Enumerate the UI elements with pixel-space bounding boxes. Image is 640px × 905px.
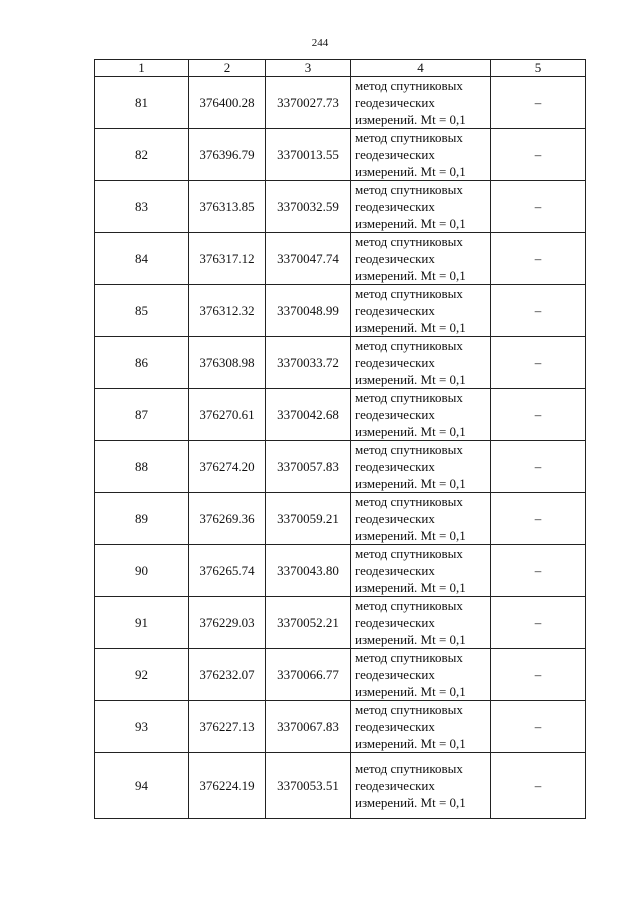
method-cell	[351, 285, 491, 337]
method-line: измерений. Mt = 0,1	[355, 795, 466, 810]
method-line: измерений. Mt = 0,1	[355, 632, 466, 647]
x-coordinate-cell: 376312.32	[189, 285, 266, 337]
column-header: 4	[351, 60, 491, 77]
method-line: измерений. Mt = 0,1	[355, 684, 466, 699]
method-line: геодезических	[355, 511, 435, 526]
point-number-cell: 91	[95, 597, 189, 649]
note-cell: –	[491, 701, 586, 753]
method-line: измерений. Mt = 0,1	[355, 216, 466, 231]
x-coordinate-cell: 376229.03	[189, 597, 266, 649]
x-coordinate-cell: 376224.19	[189, 753, 266, 819]
point-number-cell: 90	[95, 545, 189, 597]
method-line: измерений. Mt = 0,1	[355, 112, 466, 127]
y-coordinate-cell: 3370057.83	[266, 441, 351, 493]
note-cell: –	[491, 441, 586, 493]
x-coordinate-cell: 376400.28	[189, 77, 266, 129]
x-coordinate-cell: 376396.79	[189, 129, 266, 181]
method-cell	[351, 493, 491, 545]
method-line: метод спутниковых	[355, 338, 463, 353]
method-line: метод спутниковых	[355, 702, 463, 717]
method-line: метод спутниковых	[355, 286, 463, 301]
method-line: метод спутниковых	[355, 390, 463, 405]
note-cell: –	[491, 389, 586, 441]
method-line: измерений. Mt = 0,1	[355, 736, 466, 751]
x-coordinate-cell: 376274.20	[189, 441, 266, 493]
column-header: 5	[491, 60, 586, 77]
table-row	[95, 337, 586, 389]
table-row	[95, 233, 586, 285]
method-line: геодезических	[355, 563, 435, 578]
method-line: измерений. Mt = 0,1	[355, 164, 466, 179]
table-row	[95, 753, 586, 819]
point-number-cell: 84	[95, 233, 189, 285]
note-cell: –	[491, 649, 586, 701]
point-number-cell: 87	[95, 389, 189, 441]
method-line: геодезических	[355, 778, 435, 793]
point-number-cell: 81	[95, 77, 189, 129]
method-line: геодезических	[355, 303, 435, 318]
note-cell: –	[491, 181, 586, 233]
method-line: метод спутниковых	[355, 182, 463, 197]
note-cell: –	[491, 337, 586, 389]
y-coordinate-cell: 3370052.21	[266, 597, 351, 649]
column-header: 1	[95, 60, 189, 77]
method-line: измерений. Mt = 0,1	[355, 268, 466, 283]
method-line: геодезических	[355, 147, 435, 162]
method-line: геодезических	[355, 719, 435, 734]
x-coordinate-cell: 376308.98	[189, 337, 266, 389]
method-cell	[351, 701, 491, 753]
column-header: 2	[189, 60, 266, 77]
method-cell	[351, 77, 491, 129]
method-cell	[351, 389, 491, 441]
x-coordinate-cell: 376232.07	[189, 649, 266, 701]
y-coordinate-cell: 3370032.59	[266, 181, 351, 233]
method-line: метод спутниковых	[355, 442, 463, 457]
y-coordinate-cell: 3370048.99	[266, 285, 351, 337]
method-cell	[351, 649, 491, 701]
y-coordinate-cell: 3370013.55	[266, 129, 351, 181]
note-cell: –	[491, 77, 586, 129]
note-cell: –	[491, 597, 586, 649]
table-row	[95, 389, 586, 441]
x-coordinate-cell: 376227.13	[189, 701, 266, 753]
y-coordinate-cell: 3370047.74	[266, 233, 351, 285]
point-number-cell: 94	[95, 753, 189, 819]
method-line: метод спутниковых	[355, 234, 463, 249]
method-cell	[351, 753, 491, 819]
point-number-cell: 89	[95, 493, 189, 545]
method-line: метод спутниковых	[355, 598, 463, 613]
method-line: измерений. Mt = 0,1	[355, 528, 466, 543]
x-coordinate-cell: 376313.85	[189, 181, 266, 233]
table-row	[95, 441, 586, 493]
table-row	[95, 597, 586, 649]
table-row	[95, 181, 586, 233]
coordinates-table	[94, 59, 586, 819]
method-cell	[351, 441, 491, 493]
point-number-cell: 83	[95, 181, 189, 233]
y-coordinate-cell: 3370043.80	[266, 545, 351, 597]
method-line: измерений. Mt = 0,1	[355, 424, 466, 439]
method-line: геодезических	[355, 615, 435, 630]
method-line: метод спутниковых	[355, 130, 463, 145]
point-number-cell: 85	[95, 285, 189, 337]
point-number-cell: 93	[95, 701, 189, 753]
method-line: измерений. Mt = 0,1	[355, 320, 466, 335]
method-cell	[351, 337, 491, 389]
y-coordinate-cell: 3370066.77	[266, 649, 351, 701]
method-line: метод спутниковых	[355, 761, 463, 776]
x-coordinate-cell: 376317.12	[189, 233, 266, 285]
point-number-cell: 92	[95, 649, 189, 701]
method-line: метод спутниковых	[355, 494, 463, 509]
note-cell: –	[491, 753, 586, 819]
method-cell	[351, 181, 491, 233]
x-coordinate-cell: 376269.36	[189, 493, 266, 545]
method-cell	[351, 545, 491, 597]
note-cell: –	[491, 233, 586, 285]
method-line: геодезических	[355, 199, 435, 214]
method-line: геодезических	[355, 407, 435, 422]
y-coordinate-cell: 3370033.72	[266, 337, 351, 389]
x-coordinate-cell: 376265.74	[189, 545, 266, 597]
y-coordinate-cell: 3370042.68	[266, 389, 351, 441]
column-header: 3	[266, 60, 351, 77]
method-line: измерений. Mt = 0,1	[355, 580, 466, 595]
point-number-cell: 82	[95, 129, 189, 181]
method-line: метод спутниковых	[355, 78, 463, 93]
method-line: метод спутниковых	[355, 546, 463, 561]
table-row	[95, 545, 586, 597]
method-line: геодезических	[355, 459, 435, 474]
method-line: измерений. Mt = 0,1	[355, 372, 466, 387]
table-row	[95, 129, 586, 181]
table-row	[95, 493, 586, 545]
method-cell	[351, 129, 491, 181]
point-number-cell: 86	[95, 337, 189, 389]
method-cell	[351, 233, 491, 285]
table-row	[95, 77, 586, 129]
method-line: метод спутниковых	[355, 650, 463, 665]
note-cell: –	[491, 285, 586, 337]
method-line: геодезических	[355, 95, 435, 110]
y-coordinate-cell: 3370059.21	[266, 493, 351, 545]
note-cell: –	[491, 129, 586, 181]
method-line: измерений. Mt = 0,1	[355, 476, 466, 491]
table-row	[95, 649, 586, 701]
method-line: геодезических	[355, 667, 435, 682]
method-line: геодезических	[355, 355, 435, 370]
x-coordinate-cell: 376270.61	[189, 389, 266, 441]
table-row	[95, 285, 586, 337]
page-number: 244	[311, 37, 329, 49]
note-cell: –	[491, 493, 586, 545]
point-number-cell: 88	[95, 441, 189, 493]
table-row	[95, 701, 586, 753]
y-coordinate-cell: 3370053.51	[266, 753, 351, 819]
method-line: геодезических	[355, 251, 435, 266]
table-body	[95, 77, 586, 819]
table-header-row	[95, 60, 586, 77]
y-coordinate-cell: 3370067.83	[266, 701, 351, 753]
method-cell	[351, 597, 491, 649]
note-cell: –	[491, 545, 586, 597]
y-coordinate-cell: 3370027.73	[266, 77, 351, 129]
